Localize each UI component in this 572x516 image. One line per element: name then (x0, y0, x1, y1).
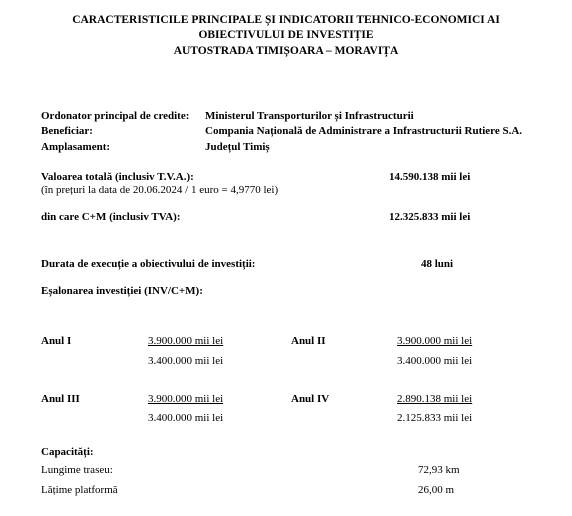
valoare-value: 14.590.138 mii lei (389, 171, 471, 183)
year-inv-value: 3.900.000 mii lei (397, 335, 473, 347)
beneficiar-value: Compania Națională de Administrare a Infrastructurii Rutiere S.A. (205, 125, 523, 137)
year-label: Anul II (291, 335, 326, 347)
ordonator-label: Ordonator principal de credite: (41, 110, 190, 122)
year-inv-value: 2.890.138 mii lei (397, 393, 473, 405)
capacitate-value: 72,93 km (418, 464, 460, 476)
amplasament-label: Amplasament: (41, 141, 111, 153)
durata-value: 48 luni (421, 258, 454, 270)
ordonator-value: Ministerul Transporturilor și Infrastructurii (205, 110, 414, 122)
capacitate-value: 26,00 m (418, 484, 455, 496)
durata-label: Durata de execuție a obiectivului de investiții: (41, 258, 256, 270)
cm-label: din care C+M (inclusiv TVA): (41, 211, 181, 223)
year-cm-value: 3.400.000 mii lei (148, 412, 224, 424)
capacitate-label: Lungime traseu: (41, 464, 113, 476)
title-line-2: OBIECTIVULUI DE INVESTIȚIE (198, 29, 374, 41)
year-label: Anul I (41, 335, 72, 347)
valoare-label: Valoarea totală (inclusiv T.V.A.): (41, 171, 194, 183)
year-label: Anul III (41, 393, 80, 405)
title-line-3: AUTOSTRADA TIMIȘOARA – MORAVIȚA (173, 45, 399, 57)
amplasament-value: Județul Timiș (205, 141, 270, 153)
capacitati-label: Capacități: (41, 446, 94, 458)
capacitate-label: Lățime platformă (41, 484, 118, 496)
year-inv-value: 3.900.000 mii lei (148, 335, 224, 347)
cm-value: 12.325.833 mii lei (389, 211, 471, 223)
year-cm-value: 3.400.000 mii lei (397, 355, 473, 367)
valoare-note: (în prețuri la data de 20.06.2024 / 1 euro = 4,9770 lei) (41, 184, 279, 196)
year-cm-value: 2.125.833 mii lei (397, 412, 473, 424)
year-cm-value: 3.400.000 mii lei (148, 355, 224, 367)
esalonare-label: Eșalonarea investiției (INV/C+M): (41, 285, 203, 297)
title-line-1: CARACTERISTICILE PRINCIPALE ȘI INDICATORII TEHNICO-ECONOMICI AI (72, 14, 500, 26)
year-inv-value: 3.900.000 mii lei (148, 393, 224, 405)
year-label: Anul IV (291, 393, 330, 405)
beneficiar-label: Beneficiar: (41, 125, 93, 137)
